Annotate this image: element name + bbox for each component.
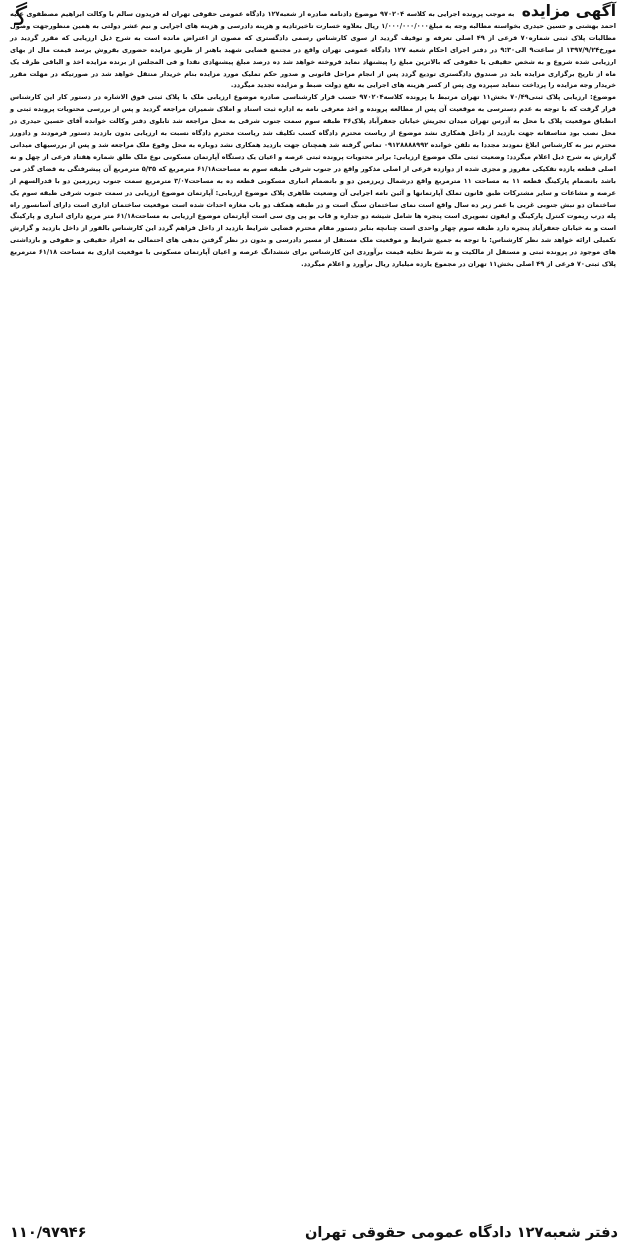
auction-notice — [6, 2, 620, 1246]
notice-title: آگهی مزایده — [521, 2, 617, 20]
notice-paragraph-1 — [10, 2, 617, 92]
footer-reference-number: ۱۱۰/۹۷۹۴۶ — [10, 1223, 87, 1241]
notice-paragraph-2: موضوع: ارزیابی پلاک ثبتی۷۰/۴۹ بخش۱۱ تهران مرتبط با پرونده کلاسه۹۷۰۲۰۴ حسب قرار کارشناسی صادره موضوع ارزیابی ملک با پلاک ثبتی فوق الاشاره در دستور کار این کارشناس قرار گرفت که با توجه به عدم دسترسی به موقعیت آن پس از مطالعه پرونده و اخذ معرفی نامه به اداره ثبت اسناد و املاک شمیران مراجعه گردید و پس از بررسی محتویات پرونده ثبتی و انطباق موقعیت پلاک با محل به آدرس تهران میدان تجریش خیابان جعفرآباد پلاک۳۶ طبقه سوم سمت جنوب شرقی به محل مراجعه شد تابلوی دفتر وکالت خوانده آقای حسین حیدری در محل نصب بود متاسفانه جهت بازدید از داخل همکاری نشد موضوع از ریاست محترم دادگاه کسب تکلیف شد ریاست محترم دادگاه نسبت به ارزیابی بدون بازدید دستور فرمودند و دادورز محترم نیز به کارشناس ابلاغ نمودند مجددا به تلفن خوانده ۰۹۱۲۸۸۸۸۹۹۲ تماس گرفته شد همچنان جهت بازدید همکاری نشد دوباره به محل وقوع ملک مراجعه شد و پس از بررسیهای میدانی گزارش به شرح ذیل اعلام میگردد: وضعیت ثبتی ملک موضوع ارزیابی: برابر محتویات پرونده ثبتی عرصه و اعیان یک دستگاه آپارتمان مسکونی نوع ملک طلق شماره هفتاد فرعی از چهل و نه اصلی قطعه یازده تفکیکی مفروز و مجزی شده از دوازده فرعی از اصلی مذکور واقع در جنوب شرقی طبقه سوم به مساحت۶۱/۱۸ مترمربع که ۵/۳۵ مترمربع آن پیشرفتگی به فضای گذر می باشد بانضمام پارکینگ قطعه ۱۱ به مساحت ۱۱ مترمربع واقع درشمال زیرزمین دو و بانضمام انباری مسکونی قطعه ده به مساحت۳/۰۷ مترمربع سمت جنوب زیرزمین دو با قدرالسهم از عرصه و مشاعات و سایر مشترکات طبق قانون تملک آپارتمانها و آئین نامه اجرایی آن وضعیت ظاهری پلاک موضوع ارزیابی: آپارتمان موضوع ارزیابی در سمت جنوب شرقی طبقه سوم یک ساختمان دو نبش جنوبی غربی با عمر زیر ده سال واقع است نمای ساختمان سنگ است و در طبقه همکف دو باب مغازه احداث شده است موقعیت ساختمان اداری است دارای آسانسور راه پله درب ریموت کنترل پارکینگ و ایفون تصویری است پنجره ها شامل شیشه دو جداره و قاب یو پی وی سی است آپارتمان موضوع ارزیابی به مساحت۶۱/۱۸ متر مربع دارای انباری و پارکینگ است و به خیابان جعفرآباد پنجره دارد طبقه سوم چهار واحدی است چنانچه بنابر دستور مقام محترم قضایی شرایط بازدید از داخل فراهم گردد این کارشناس بالفور از داخل بازدید و گزارش تکمیلی ارائه خواهد شد نظر کارشناس: با توجه به جمیع شرایط و موقعیت ملک مستقل از مسیر دادرسی و بدون در نظر گرفتن بدهی های احتمالی به افراد حقیقی و حقوقی و بازداشتی های موجود در پرونده ثبتی و مستقل از مالکیت و به شرط تخلیه قیمت برآوردی این کارشناس برای ششدانگ عرصه و اعیان آپارتمان مسکونی با موقعیت اداری به مساحت ۶۱/۱۸ مترمربع پلاک ثبتی۷۰ فرعی از ۴۹ اصلی بخش۱۱ تهران در مجموع یازده میلیارد ریال برآورد و اعلام میگردد. — [10, 93, 616, 269]
notice-footer — [10, 1220, 618, 1244]
court-emblem-mark: ﮔ — [14, 2, 28, 32]
footer-signature: دفتر شعبه۱۲۷ دادگاه عمومی حقوقی تهران — [304, 1223, 618, 1241]
notice-body-1: به موجب پرونده اجرایی به کلاسه ۹۷۰۲۰۴ موضوع دادنامه صادره از شعبه۱۲۷ دادگاه عمومی حقوقی تهران له فریدون سالم با وکالت ابراهیم مصطفوی علیه احمد بهشتی و حسین حیدری بخواسته مطالبه وجه به مبلغ۱/۰۰۰/۰۰۰/۰۰۰ ریال بعلاوه خسارت تاخیرتادیه و هزینه دادرسی و هزینه های اجرایی و نیم عشر دولتی به همین منظورجهت وصول مطالبات پلاک ثبتی شماره۷۰ فرعی از ۴۹ اصلی تعرفه و توقیف گردید از سوی کارشناس رسمی دادگستری که مصون از اعتراض مانده است به شرح ذیل ارزیابی که مقرر گردید در مورخ۱۳۹۷/۹/۲۴ از ساعت۹ الی۹:۳۰ در دفتر اجرای احکام شعبه ۱۲۷ دادگاه عمومی تهران واقع در مجتمع قضایی شهید باهنر از طریق مزایده حضوری بفروش برسد قیمت مال از بهای ارزیابی شده شروع و به شخص حقیقی یا حقوقی که بالاترین مبلغ را پیشنهاد نماید فروخته خواهد شد ده درصد مبلغ پیشنهادی نقدا و فی المجلس از برنده مزایده اخذ و الباقی ظرف یک ماه از تاریخ برگزاری مزایده باید در صندوق دادگستری تودیع گردد پس از انجام مراحل قانونی و صدور حکم تملیک مورد مزایده بنام خریدار منتقل خواهد شد در صورتیکه در مهلت مقرر خریدار وجه مزایده را پرداخت ننماید سپرده وی پس از کسر هزینه های اجرایی به نفع دولت ضبط و مزایده تجدید میگردد. — [10, 10, 617, 90]
